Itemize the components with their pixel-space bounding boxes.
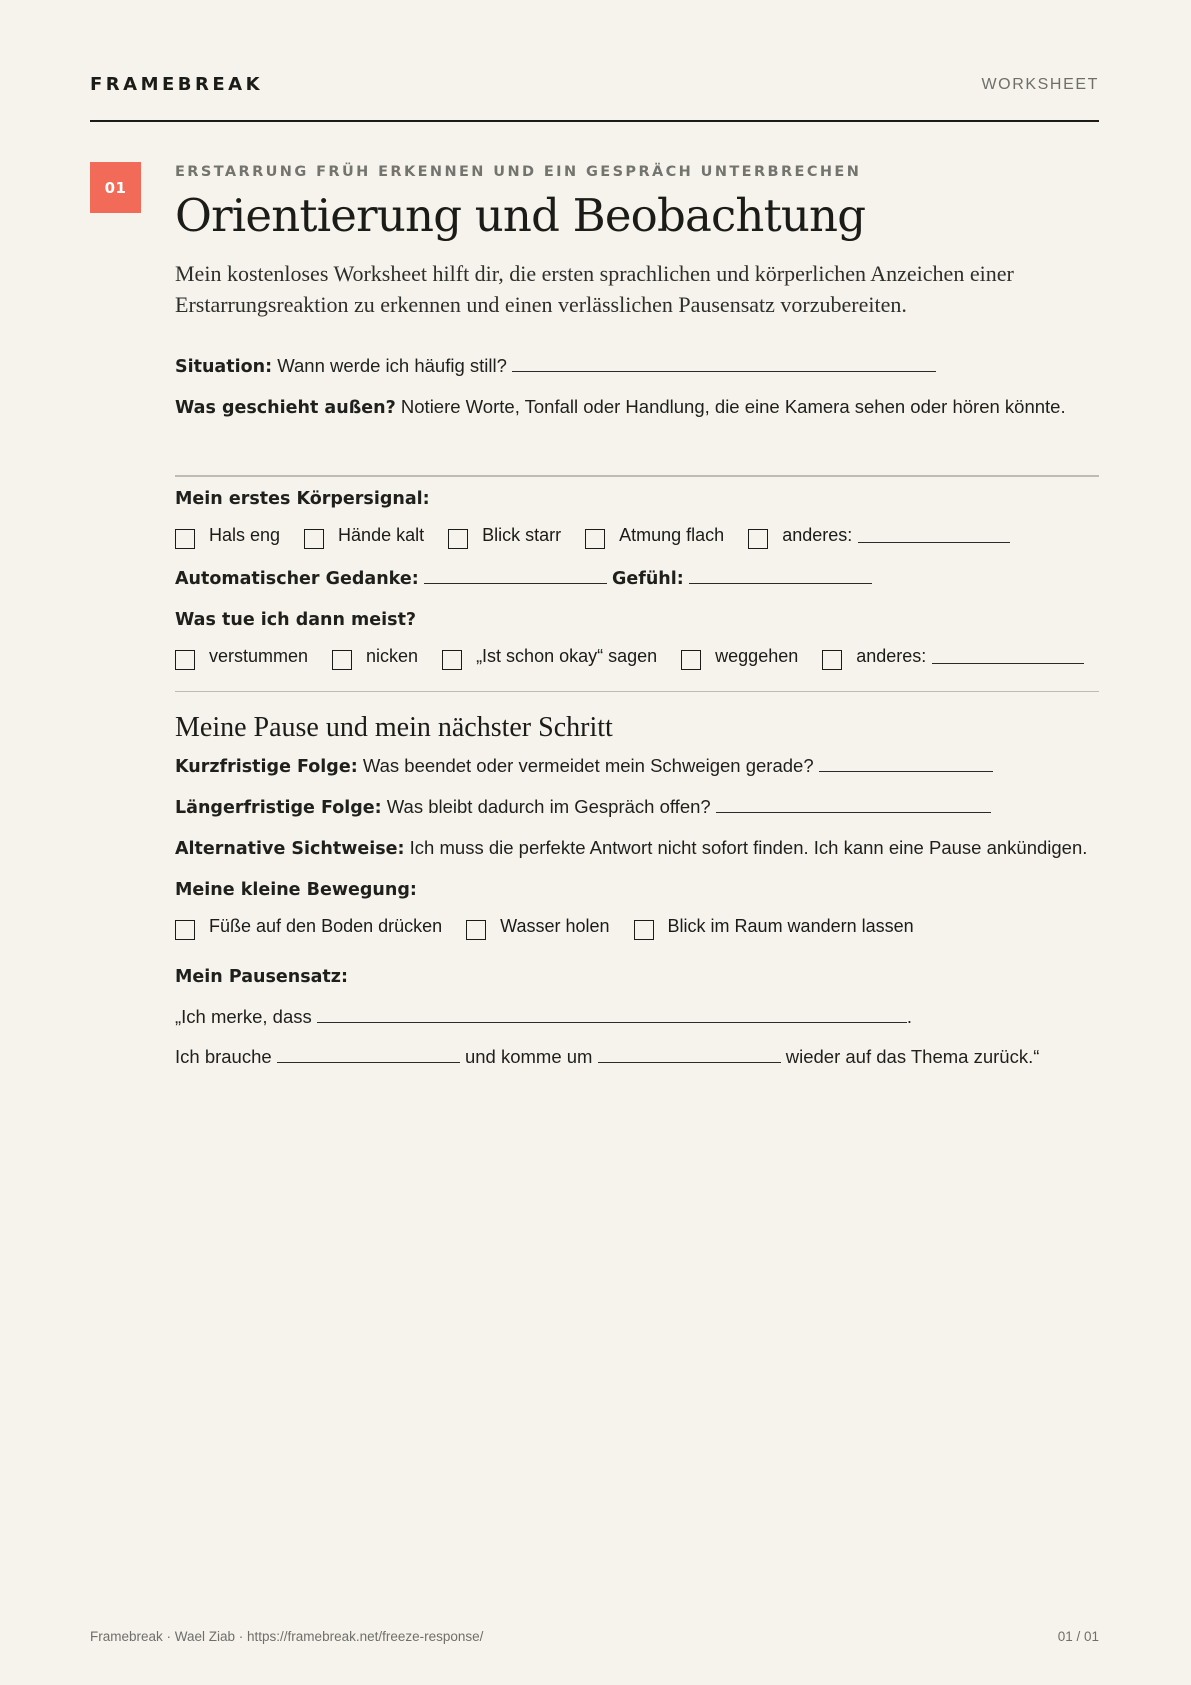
other-blank[interactable] <box>858 526 1010 543</box>
outside-label: Was geschieht außen? <box>175 398 396 418</box>
reaction-option[interactable]: „Ist schon okay“ sagen <box>442 643 657 669</box>
checkbox[interactable] <box>448 529 468 549</box>
reaction-options <box>175 643 1099 669</box>
page-header <box>90 74 1099 122</box>
feeling-blank[interactable] <box>689 567 872 584</box>
outside-row <box>175 394 1099 421</box>
intro-paragraph: Mein kostenloses Worksheet hilft dir, die ersten sprachlichen und körperlichen Anzeichen einer Erstarrungsreaktion zu erkennen und einen verlässlichen Pausensatz vorzubereiten. <box>175 261 1014 317</box>
long-term-label: Längerfristige Folge: <box>175 798 382 818</box>
movement-label: Meine kleine Bewegung: <box>175 880 417 900</box>
body-signal-option[interactable]: Hals eng <box>175 522 280 548</box>
section-title: Meine Pause und mein nächster Schritt <box>175 712 613 743</box>
pause-sentence-line-1: „Ich merke, dass . <box>175 1006 913 1027</box>
checkbox[interactable] <box>634 920 654 940</box>
section-number-badge: 01 <box>90 162 141 213</box>
checkbox[interactable] <box>466 920 486 940</box>
pause-reason-blank[interactable] <box>317 1006 907 1023</box>
checkbox[interactable] <box>442 650 462 670</box>
document-type-label: WORKSHEET <box>981 76 1099 93</box>
body-signal-row <box>175 485 1099 512</box>
reaction-row <box>175 606 1099 633</box>
long-term-blank[interactable] <box>716 796 991 813</box>
long-term-prompt: Was bleibt dadurch im Gespräch offen? <box>386 796 711 817</box>
body-signal-label: Mein erstes Körpersignal: <box>175 488 430 509</box>
body-signal-option[interactable]: Atmung flach <box>585 522 724 548</box>
divider <box>175 475 1099 477</box>
checkbox[interactable] <box>585 529 605 549</box>
movement-row <box>175 876 1099 903</box>
checkbox[interactable] <box>748 529 768 549</box>
short-term-row <box>175 753 1099 780</box>
short-term-blank[interactable] <box>819 755 993 772</box>
page-number: 01 / 01 <box>1057 1629 1099 1644</box>
situation-blank[interactable] <box>512 355 936 372</box>
alternative-text: Ich muss die perfekte Antwort nicht sofort finden. Ich kann eine Pause ankündigen. <box>409 837 1088 858</box>
page-title: Orientierung und Beobachtung <box>175 189 866 242</box>
outside-prompt: Notiere Worte, Tonfall oder Handlung, die eine Kamera sehen oder hören könnte. <box>400 396 1066 417</box>
footer-credits: Framebreak · Wael Ziab · https://framebreak.net/freeze-response/ <box>90 1629 484 1644</box>
reaction-label: Was tue ich dann meist? <box>175 609 417 630</box>
reaction-option-other[interactable]: anderes: <box>822 643 1084 669</box>
body-signal-option-other[interactable]: anderes: <box>748 522 1010 548</box>
reaction-option[interactable]: weggehen <box>681 643 798 669</box>
movement-options <box>175 913 1099 939</box>
body-signal-option[interactable]: Blick starr <box>448 522 561 548</box>
checkbox[interactable] <box>681 650 701 670</box>
situation-row <box>175 353 1099 380</box>
pause-sentence-label: Mein Pausensatz: <box>175 967 348 987</box>
alternative-row <box>175 835 1099 862</box>
short-term-label: Kurzfristige Folge: <box>175 757 358 777</box>
other-blank[interactable] <box>932 647 1084 664</box>
thought-label: Automatischer Gedanke: <box>175 568 419 589</box>
reaction-option[interactable]: nicken <box>332 643 418 669</box>
pause-sentence-line-2: Ich brauche und komme um wieder auf das Thema zurück.“ <box>175 1046 1040 1067</box>
checkbox[interactable] <box>175 650 195 670</box>
feeling-label: Gefühl: <box>611 568 684 589</box>
body-signal-options <box>175 522 1099 548</box>
divider <box>175 691 1099 693</box>
situation-prompt: Wann werde ich häufig still? <box>277 355 507 376</box>
pause-sentence-row <box>175 963 1099 990</box>
short-term-prompt: Was beendet oder vermeidet mein Schweigen gerade? <box>362 755 814 776</box>
situation-label: Situation: <box>175 357 273 377</box>
checkbox[interactable] <box>332 650 352 670</box>
checkbox[interactable] <box>175 529 195 549</box>
movement-option[interactable]: Blick im Raum wandern lassen <box>634 913 914 939</box>
checkbox[interactable] <box>822 650 842 670</box>
long-term-row <box>175 794 1099 821</box>
thought-blank[interactable] <box>424 567 607 584</box>
section-kicker: ERSTARRUNG FRÜH ERKENNEN UND EIN GESPRÄCH UNTERBRECHEN <box>175 164 862 180</box>
pause-need-blank[interactable] <box>277 1046 460 1063</box>
brand-logo: FRAMEBREAK <box>90 74 264 95</box>
worksheet-content <box>175 162 1099 1070</box>
checkbox[interactable] <box>175 920 195 940</box>
movement-option[interactable]: Wasser holen <box>466 913 609 939</box>
pause-time-blank[interactable] <box>598 1046 781 1063</box>
alternative-label: Alternative Sichtweise: <box>175 839 405 859</box>
thought-row <box>175 565 1099 592</box>
checkbox[interactable] <box>304 529 324 549</box>
body-signal-option[interactable]: Hände kalt <box>304 522 424 548</box>
reaction-option[interactable]: verstummen <box>175 643 308 669</box>
movement-option[interactable]: Füße auf den Boden drücken <box>175 913 442 939</box>
